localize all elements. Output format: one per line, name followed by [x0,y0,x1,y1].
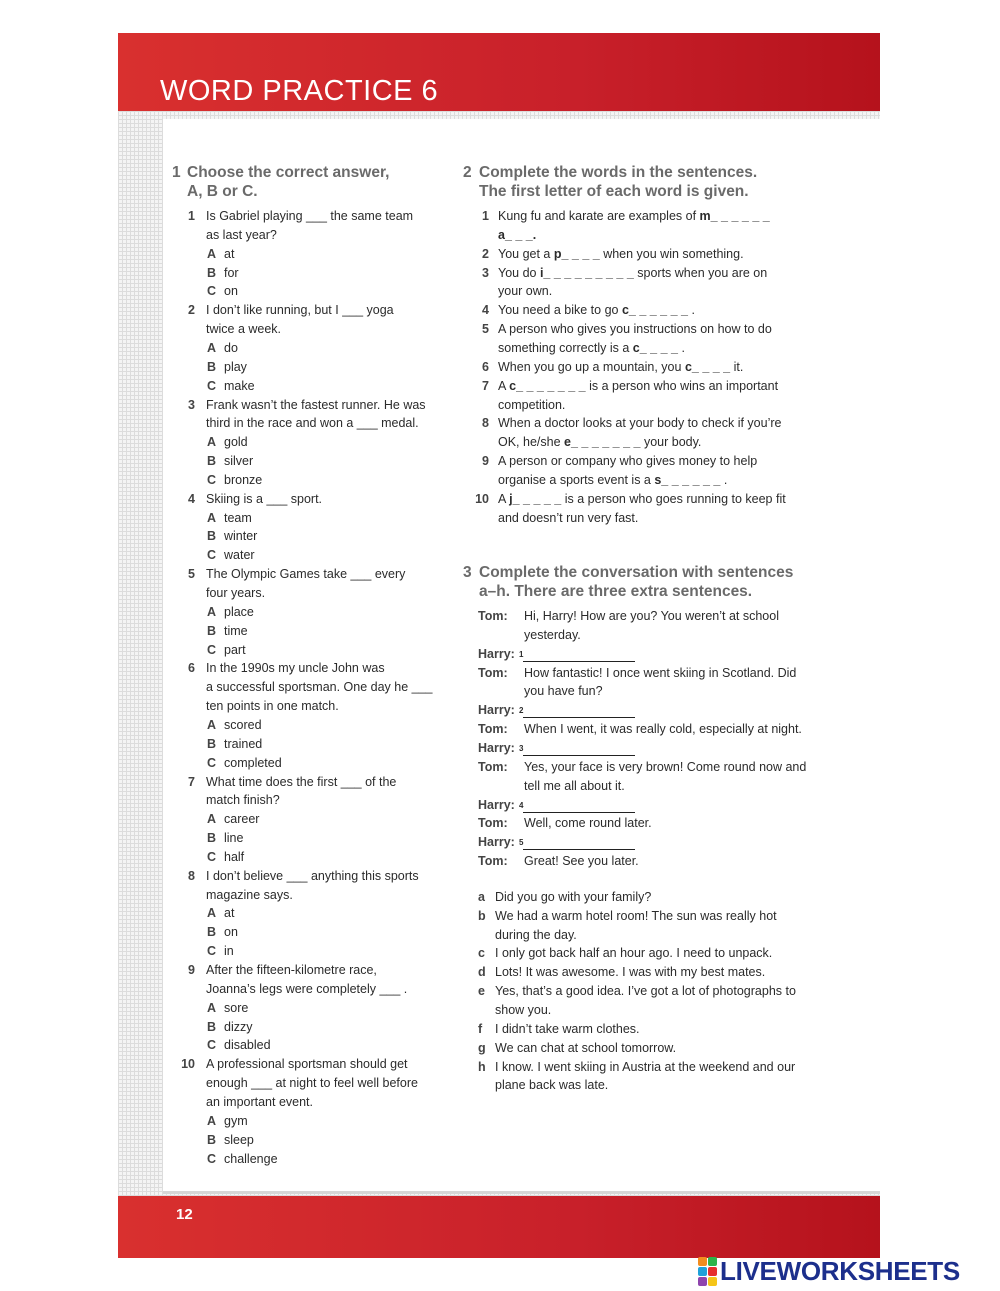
option-sentence: Did you go with your family? [495,889,652,904]
speaker-label: Tom: [478,854,508,869]
option-letter: B [207,359,217,374]
option-text: place [224,604,254,619]
sentence-text: sports when you are on [637,265,768,280]
option-letter: C [207,378,217,393]
option-letter: B [207,529,217,544]
sentence-line [498,452,757,471]
sentence-line [498,301,695,320]
speaker-label: Harry: [478,646,515,661]
item-number: 9 [482,454,489,469]
option-letter: b [478,908,486,923]
option-letter: A [207,1000,217,1015]
gap-number: 1 [519,649,524,659]
option-text: completed [224,755,282,770]
sentence-text: You get a [498,246,554,261]
option-text: disabled [224,1038,271,1053]
question-text: In the 1990s my uncle John was [206,661,385,676]
option-letter: e [478,984,485,999]
gap-number: 2 [519,706,524,716]
answer-hint: e_ _ _ _ _ _ _ [564,435,644,450]
sentence-line [498,339,685,358]
logo-text: LIVEWORKSHEETS [720,1255,960,1286]
answer-blank[interactable] [523,800,635,813]
option-letter: A [207,246,217,261]
sentence-text: . [691,303,695,318]
option-letter: A [207,906,217,921]
question-number: 9 [188,963,195,977]
answer-hint: c_ _ _ _ _ _ [621,303,692,318]
question-text: Joanna’s legs were completely ___ . [206,981,408,996]
option-text: half [224,849,245,864]
question-text: I don’t like running, but I ___ yoga [206,303,394,318]
section-1-title: Choose the correct answer, [187,164,390,181]
sentence-text: A person or company who gives money to help [498,454,758,469]
speaker-label: Tom: [478,609,508,623]
option-letter: A [207,340,217,355]
sentence-line [498,358,743,377]
item-number: 1 [482,209,489,223]
sentence-text: A [498,491,510,506]
speaker-label: Harry: [478,835,515,850]
speaker-label: Harry: [478,703,515,718]
sentence-line [498,509,638,528]
sentence-text: and doesn’t run very fast. [498,510,639,525]
option-text: challenge [224,1151,278,1166]
option-text: trained [224,736,263,751]
option-text: dizzy [224,1019,253,1034]
option-letter: B [207,736,217,751]
section-1-title-line2: A, B or C. [187,183,258,200]
item-number: 5 [482,322,489,337]
question-text: Frank wasn’t the fastest runner. He was [206,397,426,412]
option-text: silver [224,454,254,469]
section-3-title: Complete the conversation with sentences [479,564,794,581]
option-text: scored [224,717,262,732]
sentence-text: when you win something. [603,246,744,261]
speaker-label: Tom: [478,722,508,737]
option-text: do [224,340,238,355]
speaker-label: Harry: [478,797,515,812]
option-letter: B [207,1019,217,1034]
question-number: 8 [188,868,195,883]
question-number: 3 [188,397,195,412]
option-text: career [224,812,260,827]
dialogue-text: you have fun? [524,684,603,699]
question-text: I don’t believe ___ anything this sports [206,868,419,883]
option-letter: g [478,1040,486,1055]
page-header [118,33,880,111]
question-text: magazine says. [206,887,293,902]
option-letter: d [478,965,486,980]
option-text: for [224,265,239,280]
item-number: 10 [475,491,489,506]
speaker-label: Tom: [478,816,508,831]
sentence-text: You need a bike to go [498,303,622,318]
option-sentence: I didn’t take warm clothes. [495,1021,640,1036]
option-text: time [224,623,248,638]
item-number: 4 [482,303,489,318]
sentence-text: When you go up a mountain, you [498,359,685,374]
option-sentence: plane back was late. [495,1078,609,1093]
item-number: 3 [482,265,489,280]
question-text: Skiing is a ___ sport. [206,491,323,506]
question-text: an important event. [206,1094,314,1109]
option-text: part [224,642,246,657]
item-number: 6 [482,359,489,374]
answer-hint: m_ _ _ _ _ _ [699,209,770,223]
sentence-line [498,264,767,283]
sentence-text: something correctly is a [498,340,633,355]
option-text: bronze [224,472,263,487]
sentence-text: . [723,472,728,487]
option-text: gym [224,1113,248,1128]
sentence-text: organise a sports event is a [498,472,655,487]
option-text: sore [224,1000,249,1015]
answer-hint: c_ _ _ _ [684,359,734,374]
gap-number: 3 [519,743,524,753]
dialogue-text: yesterday. [524,627,581,642]
answer-hint: s_ _ _ _ _ _ [654,472,724,487]
sentence-text: . [681,340,685,355]
dialogue-text: When I went, it was really cold, especially at night. [524,722,802,737]
option-sentence: We had a warm hotel room! The sun was really hot [495,908,777,923]
sentence-line [498,207,770,226]
option-sentence: Yes, that’s a good idea. I’ve got a lot of photographs to [495,984,796,999]
liveworksheets-logo [698,1256,960,1286]
question-text: enough ___ at night to feel well before [206,1076,418,1091]
option-text: line [224,831,244,846]
section-3-title-line2: a–h. There are three extra sentences. [479,583,753,600]
logo-blocks-icon [698,1257,717,1286]
option-letter: C [207,1038,217,1053]
gap-number: 5 [519,838,524,848]
sentence-line [498,377,778,396]
question-text: Is Gabriel playing ___ the same team [206,209,414,223]
sentence-text: When a doctor looks at your body to check if you’re [498,416,782,431]
dialogue-text: Well, come round later. [524,816,652,831]
answer-blank[interactable] [523,649,635,662]
question-text: a successful sportsman. One day he ___ [206,680,433,695]
content-panel [163,119,880,1194]
question-text: twice a week. [206,322,282,337]
sentence-line [498,414,781,433]
option-letter: A [207,717,217,732]
dialogue-text: tell me all about it. [524,778,625,793]
option-text: play [224,359,247,374]
page-title: WORD PRACTICE 6 [160,75,439,107]
sentence-text: your own. [498,284,553,299]
question-text: third in the race and won a ___ medal. [206,416,419,431]
option-letter: C [207,849,217,864]
dialogue-text: Great! See you later. [524,854,639,869]
page-footer [118,1196,880,1258]
answer-hint: j_ _ _ _ _ [509,491,565,506]
section-1-number: 1 [172,164,181,181]
option-letter: B [207,454,217,469]
sentence-text: Kung fu and karate are examples of [498,209,700,223]
speaker-label: Harry: [478,740,515,755]
section-2-number: 2 [463,164,472,181]
option-text: sleep [224,1132,254,1147]
option-text: at [224,906,235,921]
question-text: The Olympic Games take ___ every [206,567,406,582]
question-number: 6 [188,661,195,676]
option-text: winter [224,529,258,544]
option-letter: a [478,889,485,904]
sentence-text: A person who gives you instructions on how to do [498,322,772,337]
section-2-title-line2: The first letter of each word is given. [479,183,749,200]
option-sentence: We can chat at school tomorrow. [495,1040,677,1055]
option-letter: A [207,604,217,619]
question-text: What time does the first ___ of the [206,774,397,789]
option-sentence: during the day. [495,927,577,942]
option-letter: C [207,548,217,563]
sentence-text: A [498,378,510,393]
sentence-text: OK, he/she [498,435,565,450]
answer-hint: c_ _ _ _ _ _ _ [509,378,590,393]
option-letter: f [478,1021,483,1036]
option-letter: B [207,1132,217,1147]
question-number: 5 [188,567,195,582]
option-letter: C [207,284,217,299]
sentence-line [498,433,701,452]
section-2-title: Complete the words in the sentences. [479,164,758,181]
option-text: gold [224,435,248,450]
answer-hint: c_ _ _ _ [632,340,682,355]
option-letter: B [207,925,217,940]
sentence-text: your body. [643,435,702,450]
option-letter: C [207,472,217,487]
sentence-text: is a person who goes running to keep fit [564,491,786,506]
option-text: in [224,944,234,959]
option-sentence: I only got back half an hour ago. I need to unpack. [495,946,773,961]
section-3-number: 3 [463,564,472,581]
dialogue-text: How fantastic! I once went skiing in Scotland. Did [524,665,797,680]
option-letter: h [478,1059,486,1074]
option-text: on [224,925,238,940]
question-number: 10 [181,1057,195,1072]
question-text: match finish? [206,793,280,808]
option-letter: B [207,265,217,280]
option-letter: C [207,755,217,770]
sentence-text: is a person who wins an important [589,378,779,393]
question-number: 1 [188,209,195,223]
option-letter: C [207,642,217,657]
sentence-line [498,396,565,415]
answer-blank[interactable] [523,705,635,718]
question-text: ten points in one match. [206,699,339,714]
question-text: After the fifteen-kilometre race, [206,963,377,977]
sentence-line [498,245,744,264]
question-text: A professional sportsman should get [206,1057,408,1072]
question-text: four years. [206,586,266,600]
option-letter: A [207,510,217,525]
answer-hint: i_ _ _ _ _ _ _ _ _ [539,265,638,280]
option-text: on [224,284,238,299]
option-letter: A [207,435,217,450]
option-text: team [224,510,252,525]
speaker-label: Tom: [478,759,508,774]
question-text: as last year? [206,227,277,242]
question-number: 2 [188,303,195,318]
dialogue-text: Hi, Harry! How are you? You weren’t at school [524,609,779,623]
option-letter: A [207,1113,217,1128]
item-number: 7 [482,378,489,393]
dialogue-text: Yes, your face is very brown! Come round now and [524,759,807,774]
answer-blank[interactable] [523,837,635,850]
item-number: 2 [482,246,489,261]
sentence-line [498,320,772,339]
answer-hint: p_ _ _ _ [553,246,604,261]
option-text: at [224,246,235,261]
worksheet-page [118,33,880,1258]
sentence-line [498,471,727,490]
option-letter: C [207,944,217,959]
option-text: make [224,378,255,393]
sentence-text: it. [733,359,744,374]
sentence-line [498,282,552,301]
sentence-text: You do [498,265,540,280]
option-letter: B [207,623,217,638]
sentence-text: competition. [498,397,566,412]
answer-blank[interactable] [523,743,635,756]
option-sentence: Lots! It was awesome. I was with my best mates. [495,965,766,980]
option-letter: B [207,831,217,846]
option-sentence: show you. [495,1003,552,1017]
option-letter: C [207,1151,217,1166]
gap-number: 4 [519,800,524,810]
answer-hint: a_ _ _. [498,227,537,242]
speaker-label: Tom: [478,665,508,680]
option-letter: A [207,812,217,827]
sentence-line [498,226,536,245]
question-number: 7 [188,774,195,789]
item-number: 8 [482,416,489,431]
option-letter: c [478,946,485,961]
option-text: water [224,548,255,563]
page-number: 12 [176,1206,193,1223]
question-number: 4 [188,491,195,506]
sentence-line [498,490,786,509]
option-sentence: I know. I went skiing in Austria at the weekend and our [495,1059,796,1074]
